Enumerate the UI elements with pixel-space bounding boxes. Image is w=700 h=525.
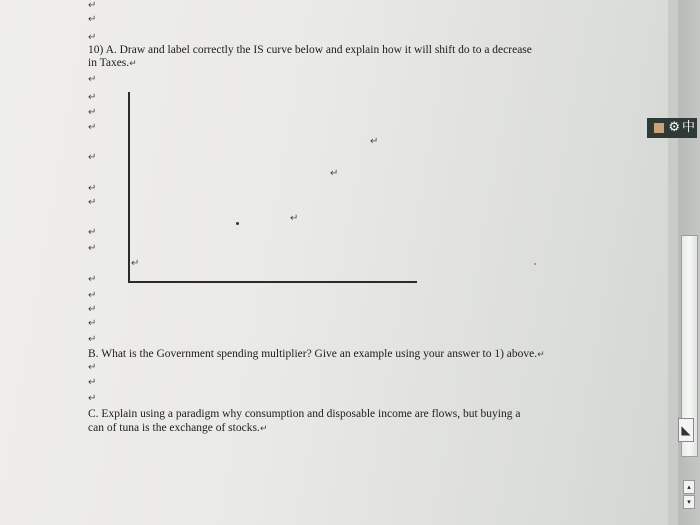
ime-keyboard-icon (654, 123, 664, 133)
graph-x-axis (128, 281, 417, 283)
paragraph-mark: ↵ (537, 350, 545, 360)
paragraph-mark: ↵ (259, 424, 268, 434)
paragraph-mark: ↵ (88, 0, 97, 11)
paragraph-mark: ↵ (88, 243, 97, 254)
scroll-up-icon[interactable]: ▴ (683, 480, 695, 494)
stray-dot (534, 263, 536, 265)
question-c-line2 (88, 422, 267, 436)
paragraph-mark: ↵ (129, 59, 137, 69)
question-b-text: B. What is the Government spending multiplier? Give an example using your answer to 1) above. (88, 348, 538, 360)
question-c-line2-text: can of tuna is the exchange of stocks. (88, 422, 260, 434)
paragraph-mark: ↵ (88, 107, 97, 118)
paragraph-mark: ↵ (88, 227, 97, 238)
ime-settings-icon[interactable]: ⚙ (668, 120, 680, 135)
paragraph-mark: ↵ (88, 74, 97, 85)
paragraph-mark: ↵ (131, 258, 140, 269)
ime-toolbar[interactable] (647, 118, 697, 138)
paragraph-mark: ↵ (88, 304, 97, 315)
question-c-line1: C. Explain using a paradigm why consumption and disposable income are flows, but buying a (88, 408, 521, 420)
paragraph-mark: ↵ (88, 183, 97, 194)
paragraph-mark: ↵ (88, 197, 97, 208)
paragraph-mark: ↵ (88, 393, 97, 404)
question-a-line1: 10) A. Draw and label correctly the IS curve below and explain how it will shift do to a decrease (88, 44, 532, 56)
paragraph-mark: ↵ (88, 92, 97, 103)
paragraph-mark: ↵ (88, 122, 97, 133)
paragraph-mark: ↵ (88, 362, 97, 373)
question-a-line2 (88, 57, 137, 71)
paragraph-mark: ↵ (88, 152, 97, 163)
graph-dot (236, 222, 239, 225)
ime-language-indicator[interactable]: 中 (681, 120, 695, 135)
paragraph-mark: ↵ (290, 213, 299, 224)
paragraph-mark: ↵ (88, 318, 97, 329)
graph-y-axis (128, 92, 130, 282)
paragraph-mark: ↵ (88, 290, 97, 301)
paragraph-mark: ↵ (370, 136, 379, 147)
question-b (88, 348, 545, 362)
question-a-line2-text: in Taxes. (88, 57, 130, 69)
paragraph-mark: ↵ (88, 14, 97, 25)
paragraph-mark: ↵ (88, 274, 97, 285)
paragraph-mark: ↵ (88, 377, 97, 388)
paragraph-mark: ↵ (88, 32, 97, 43)
collapse-ribbon-button[interactable]: ◣ (678, 418, 694, 442)
scroll-down-icon[interactable]: ▾ (683, 495, 695, 509)
paragraph-mark: ↵ (330, 168, 339, 179)
paragraph-mark: ↵ (88, 334, 97, 345)
